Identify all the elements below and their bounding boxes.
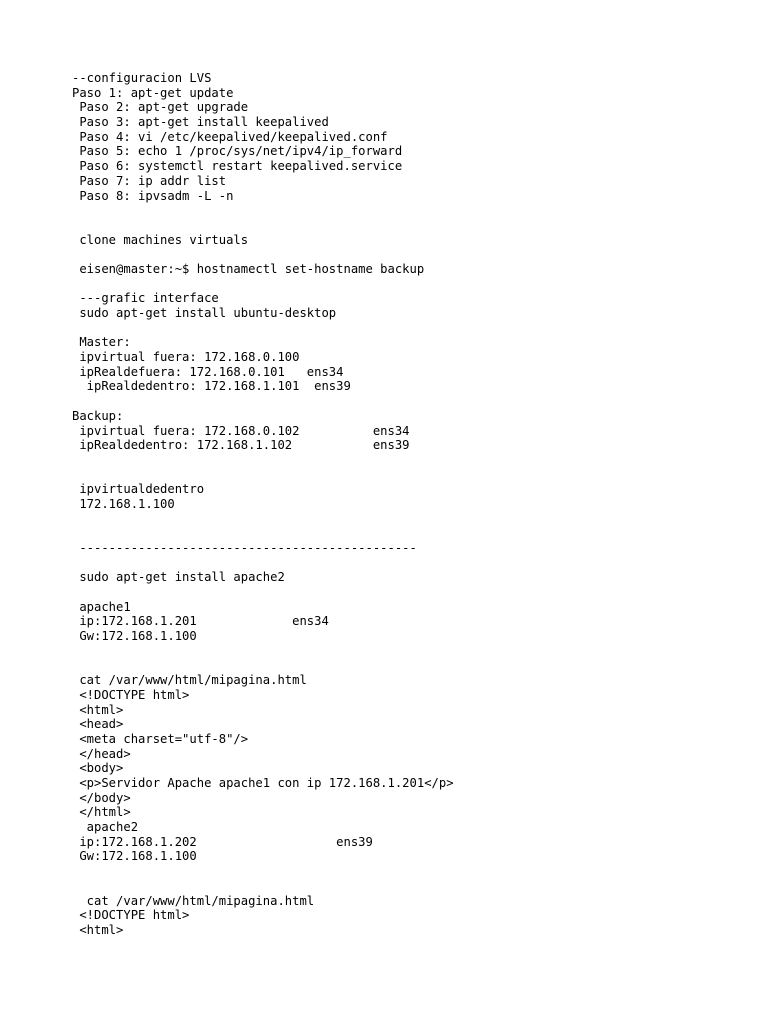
text-line: ip:172.168.1.202 ens39: [72, 834, 373, 849]
text-line: ipRealdedentro: 172.168.1.101 ens39: [72, 379, 351, 394]
text-line: ----------------------------------------------: [72, 541, 417, 555]
text-line: [72, 321, 752, 336]
text-line: [72, 879, 752, 894]
text-line: eisen@master:~$ hostnamectl set-hostname backup: [72, 261, 425, 276]
text-line: apache1: [72, 599, 131, 614]
text-line: ipRealdefuera: 172.168.0.101 ens34: [72, 364, 344, 379]
text-line: [72, 556, 752, 571]
text-line: <meta charset="utf-8"/>: [72, 731, 249, 746]
text-line: </body>: [72, 790, 131, 805]
document-text: [72, 71, 752, 938]
text-line: ---grafic interface: [72, 291, 219, 306]
text-line: ipvirtual fuera: 172.168.0.102 ens34: [72, 423, 410, 438]
text-line: [72, 659, 752, 674]
document-page: [72, 71, 752, 938]
text-line: [72, 585, 752, 600]
text-line: Paso 5: echo 1 /proc/sys/net/ipv4/ip_forward: [72, 144, 403, 159]
text-line: [72, 394, 752, 409]
text-line: Paso 1: apt-get update: [72, 85, 234, 100]
text-line: [72, 864, 752, 879]
text-line: <html>: [72, 922, 124, 937]
text-line: [72, 526, 752, 541]
text-line: apache2: [72, 820, 139, 835]
text-line: <body>: [72, 761, 124, 776]
text-line: <head>: [72, 717, 124, 732]
text-line: [72, 247, 752, 262]
text-line: ipvirtual fuera: 172.168.0.100: [72, 350, 300, 365]
text-line: Gw:172.168.1.100: [72, 629, 197, 644]
text-line: ip:172.168.1.201 ens34: [72, 614, 329, 629]
text-line: clone machines virtuals: [72, 232, 249, 247]
text-line: </html>: [72, 805, 131, 820]
text-line: [72, 203, 752, 218]
text-line: Paso 8: ipvsadm -L -n: [72, 188, 234, 203]
text-line: [72, 453, 752, 468]
text-line: sudo apt-get install ubuntu-desktop: [72, 306, 337, 320]
text-line: 172.168.1.100: [72, 496, 175, 511]
text-line: [72, 468, 752, 483]
text-line: <html>: [72, 702, 124, 717]
text-line: ipvirtualdedentro: [72, 482, 205, 497]
text-line: ipRealdedentro: 172.168.1.102 ens39: [72, 438, 410, 453]
text-line: </head>: [72, 746, 131, 761]
text-line: [72, 218, 752, 233]
text-line: <p>Servidor Apache apache1 con ip 172.168.1.201</p>: [72, 776, 454, 790]
text-line: <!DOCTYPE html>: [72, 687, 190, 702]
text-line: Gw:172.168.1.100: [72, 849, 197, 864]
text-line: Paso 7: ip addr list: [72, 173, 227, 188]
text-line: <!DOCTYPE html>: [72, 908, 190, 923]
text-line: [72, 512, 752, 527]
text-line: cat /var/www/html/mipagina.html: [72, 673, 307, 688]
text-line: [72, 644, 752, 659]
text-line: Paso 3: apt-get install keepalived: [72, 115, 329, 130]
text-line: [72, 277, 752, 292]
text-line: Paso 4: vi /etc/keepalived/keepalived.conf: [72, 129, 388, 144]
text-line: Paso 6: systemctl restart keepalived.service: [72, 159, 403, 174]
text-line: cat /var/www/html/mipagina.html: [72, 893, 315, 908]
text-line: sudo apt-get install apache2: [72, 570, 285, 585]
text-line: --configuracion LVS: [72, 71, 212, 85]
text-line: Paso 2: apt-get upgrade: [72, 100, 249, 115]
text-line: Backup:: [72, 408, 124, 423]
text-line: Master:: [72, 335, 131, 350]
